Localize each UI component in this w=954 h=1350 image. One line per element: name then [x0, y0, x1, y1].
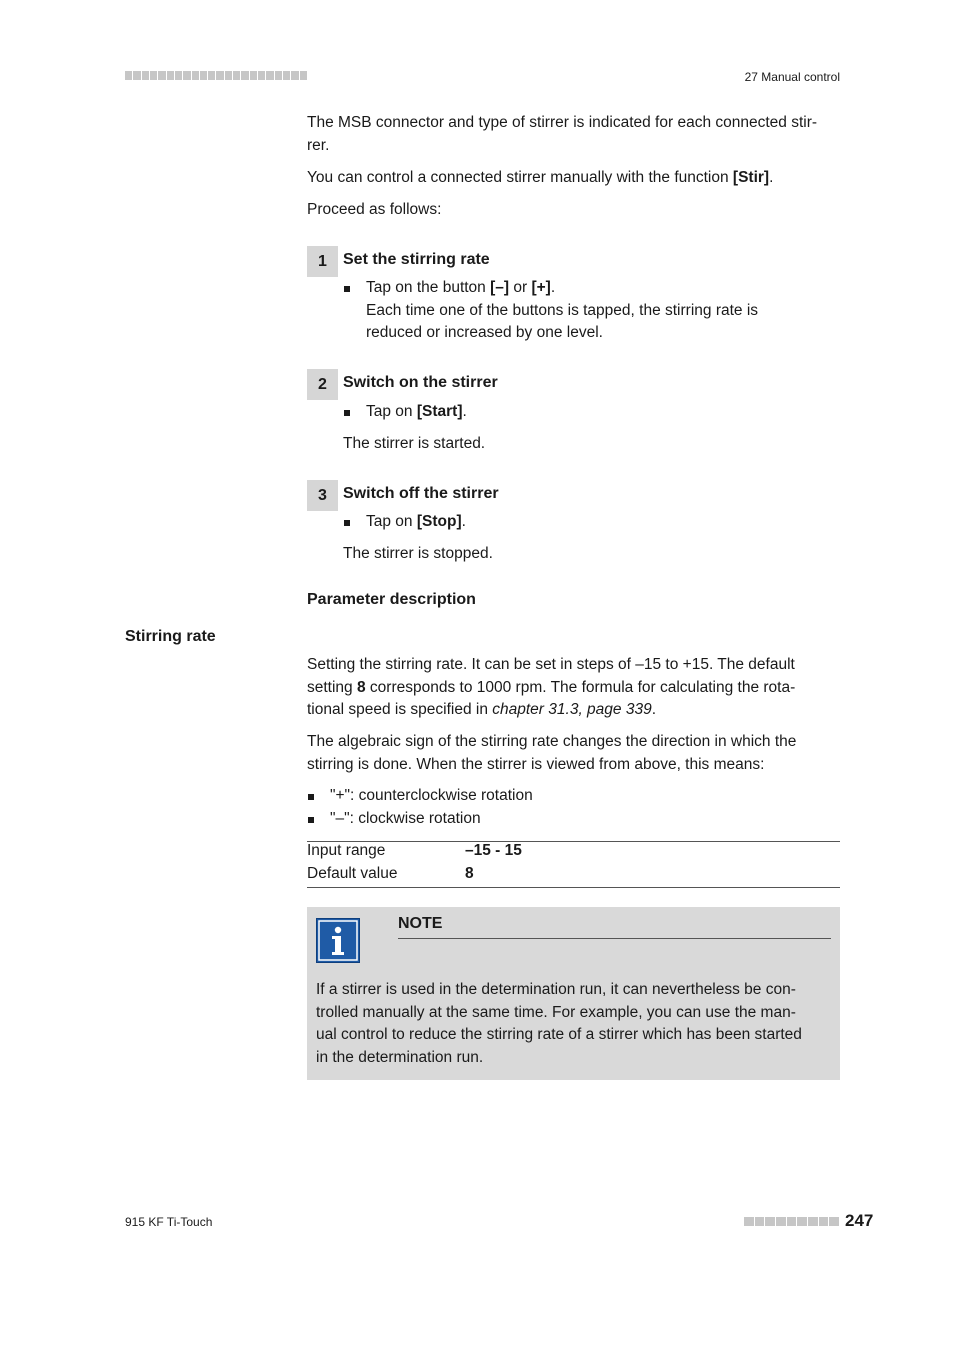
input-range-value: –15 - 15 [465, 842, 522, 859]
param-description-2 [307, 731, 840, 776]
param-description-1 [307, 654, 840, 722]
note-line-1: If a stirrer is used in the determination run, it can nevertheless be con- [316, 981, 796, 998]
note-text [316, 979, 834, 1069]
intro-p1-line2: rer. [307, 136, 330, 154]
parameter-description-heading: Parameter description [307, 591, 476, 608]
step-3-instruction [366, 511, 466, 534]
note-line-4: in the determination run. [316, 1048, 484, 1066]
input-range-label: Input range [307, 842, 386, 859]
stir-function-ref: [Stir] [732, 169, 770, 186]
param-d1-line2-text: setting [307, 678, 357, 696]
intro-paragraph-3: Proceed as follows: [307, 201, 442, 218]
default-setting-value: 8 [356, 678, 366, 696]
param-d2-line1: The algebraic sign of the stirring rate changes the direction in which the [307, 733, 797, 750]
intro-paragraph-1 [307, 112, 840, 157]
product-name: 915 KF Ti-Touch [125, 1215, 213, 1229]
step-2-period: . [462, 403, 467, 420]
table-top-rule [307, 841, 840, 842]
rotation-bullet-1: "+": counterclockwise rotation [330, 787, 533, 804]
default-value-value: 8 [465, 865, 474, 882]
bullet-icon [344, 410, 350, 416]
step-1-detail-line1: Each time one of the buttons is tapped, the stirring rate is [366, 301, 759, 319]
note-title: NOTE [398, 915, 443, 932]
bullet-icon [308, 817, 314, 823]
step-2-result: The stirrer is started. [343, 435, 486, 452]
chapter-link[interactable]: chapter 31.3, page 339 [492, 701, 652, 718]
intro-p2-text: You can control a connected stirrer manually with the function [307, 169, 733, 186]
step-number-3: 3 [307, 480, 338, 511]
param-d1-line3-text: tional speed is specified in [307, 701, 493, 718]
intro-paragraph-2 [307, 167, 840, 190]
param-d2-line2: stirring is done. When the stirrer is viewed from above, this means: [307, 755, 765, 773]
bullet-icon [344, 520, 350, 526]
minus-button-ref: [–] [490, 279, 510, 296]
bullet-icon [344, 286, 350, 292]
step-number-1: 1 [307, 246, 338, 277]
step-1-or: or [509, 279, 532, 296]
info-icon [316, 918, 360, 963]
bullet-icon [308, 794, 314, 800]
step-3-bullet-text: Tap on [366, 513, 417, 530]
step-1-detail-line2: reduced or increased by one level. [366, 324, 603, 341]
table-bottom-rule [307, 887, 840, 888]
step-3-period: . [461, 513, 466, 530]
step-3-result: The stirrer is stopped. [343, 545, 493, 562]
plus-button-ref: [+] [531, 279, 551, 296]
step-1-bullet-text: Tap on the button [366, 279, 491, 296]
note-line-3: ual control to reduce the stirring rate of a stirrer which has been started [316, 1026, 802, 1043]
step-1-instruction [366, 277, 836, 345]
intro-p1-line1: The MSB connector and type of stirrer is indicated for each connected stir- [307, 114, 818, 131]
stop-button-ref: [Stop] [416, 513, 462, 530]
intro-p2-end: . [769, 169, 774, 186]
param-d1-line2-rest: corresponds to 1000 rpm. The formula for calculating the rota- [365, 678, 796, 696]
note-line-2: trolled manually at the same time. For example, you can use the man- [316, 1003, 796, 1021]
step-title-3: Switch off the stirrer [343, 485, 499, 502]
header-decoration [125, 71, 307, 80]
start-button-ref: [Start] [416, 403, 463, 420]
step-1-period: . [550, 279, 556, 296]
page-number: 247 [845, 1211, 874, 1230]
step-2-bullet-text: Tap on [366, 403, 417, 420]
param-d1-line1: Setting the stirring rate. It can be set in steps of –15 to +15. The default [307, 656, 795, 673]
default-value-label: Default value [307, 865, 398, 882]
rotation-bullet-2: "–": clockwise rotation [330, 810, 481, 827]
chapter-title: 27 Manual control [744, 70, 840, 84]
step-title-2: Switch on the stirrer [343, 374, 498, 391]
footer-decoration [744, 1217, 839, 1226]
step-number-2: 2 [307, 369, 338, 400]
step-title-1: Set the stirring rate [343, 251, 490, 268]
step-2-instruction [366, 401, 467, 424]
note-title-rule [398, 938, 831, 939]
param-d1-line3-end: . [651, 701, 657, 718]
parameter-name: Stirring rate [125, 628, 216, 645]
